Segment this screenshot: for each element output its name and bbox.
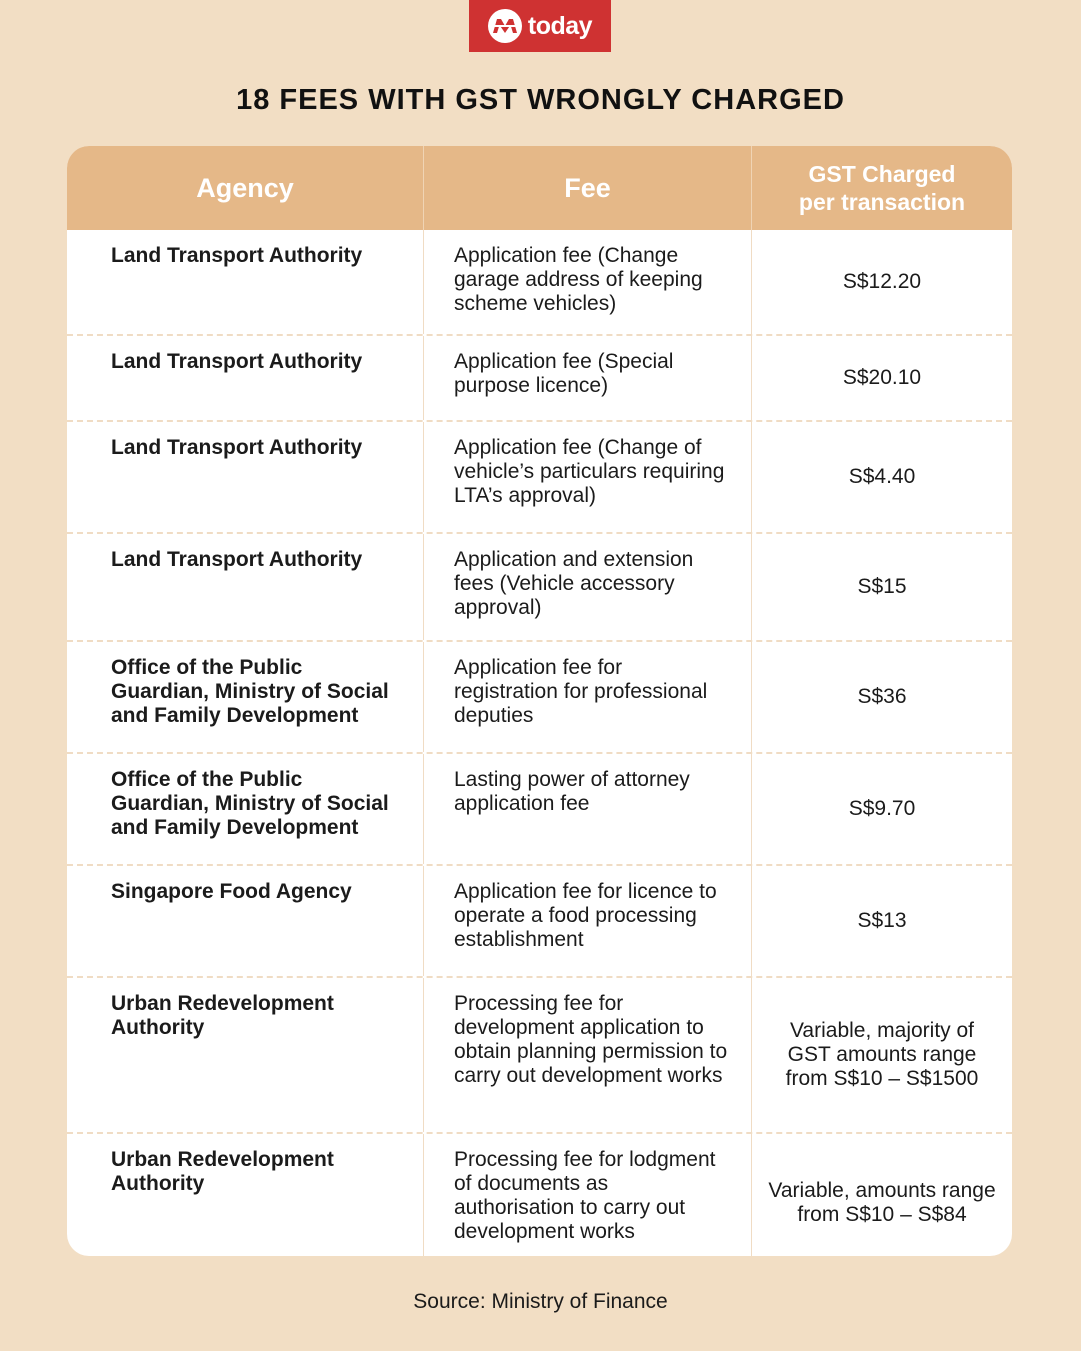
gst-cell: S$12.20 [842,270,922,293]
fee-cell: Lasting power of attorney application fee [424,754,752,864]
table-row [67,864,1012,976]
agency-cell: Office of the Public Guardian, Ministry of Social and Family Development [67,642,424,752]
header-gst: GST Charged per transaction [798,161,966,215]
today-logo [469,0,611,52]
table-row [67,1132,1012,1256]
agency-cell: Land Transport Authority [67,336,424,420]
agency-cell: Office of the Public Guardian, Ministry of Social and Family Development [67,754,424,864]
fee-cell: Application fee for licence to operate a food processing establishment [424,866,752,976]
agency-cell: Land Transport Authority [67,230,424,334]
fee-cell: Processing fee for development application to obtain planning permission to carry out development works [424,978,752,1132]
gst-cell: S$36 [857,685,907,708]
table-row [67,640,1012,752]
agency-cell: Urban Redevelopment Authority [67,978,424,1132]
table-row [67,752,1012,864]
gst-cell: S$13 [857,909,907,932]
table-header [67,146,1012,230]
fee-cell: Processing fee for lodgment of documents as authorisation to carry out development works [424,1134,752,1256]
gst-cell: Variable, amounts range from S$10 – S$84 [768,1179,996,1226]
fee-cell: Application fee (Change garage address of keeping scheme vehicles) [424,230,752,334]
agency-cell: Land Transport Authority [67,422,424,532]
page-title: 18 FEES WITH GST WRONGLY CHARGED [236,84,845,116]
table-row [67,230,1012,334]
fee-cell: Application fee for registration for professional deputies [424,642,752,752]
mediacorp-m-icon [488,9,522,43]
gst-cell: S$15 [857,575,907,598]
gst-cell: S$9.70 [848,797,916,820]
table-row [67,532,1012,640]
table-row [67,334,1012,420]
fee-cell: Application and extension fees (Vehicle accessory approval) [424,534,752,640]
table-body [67,230,1012,1256]
gst-cell: S$20.10 [842,366,922,389]
header-fee: Fee [424,146,752,230]
agency-cell: Urban Redevelopment Authority [67,1134,424,1256]
agency-cell: Singapore Food Agency [67,866,424,976]
fees-table [67,146,1012,1256]
gst-cell: S$4.40 [848,465,916,488]
fee-cell: Application fee (Change of vehicle’s particulars requiring LTA’s approval) [424,422,752,532]
fee-cell: Application fee (Special purpose licence) [424,336,752,420]
agency-cell: Land Transport Authority [67,534,424,640]
logo-text: today [527,11,593,40]
source-note: Source: Ministry of Finance [413,1290,668,1313]
gst-cell: Variable, majority of GST amounts range from S$10 – S$1500 [785,1019,979,1090]
table-row [67,420,1012,532]
header-agency: Agency [67,146,424,230]
table-row [67,976,1012,1132]
